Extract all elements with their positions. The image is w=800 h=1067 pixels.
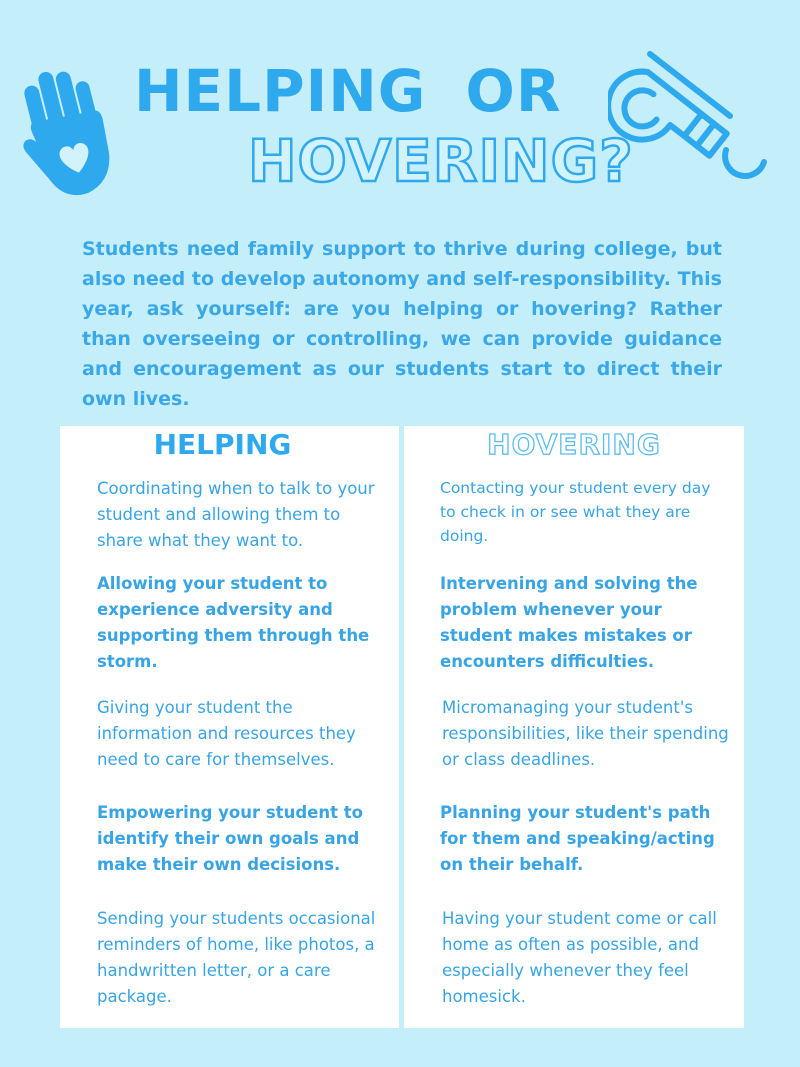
title-line-1: HELPING OR bbox=[134, 57, 562, 125]
hovering-item: Intervening and solving the problem whenever your student makes mistakes or encounters difficulties. bbox=[440, 574, 698, 671]
helping-item: Empowering your student to identify their own goals and make their own decisions. bbox=[97, 803, 363, 874]
intro-paragraph: Students need family support to thrive during college, but also need to develop autonomy and self-responsibility. This year, ask yourself: are you helping or hovering? Rather than overseeing or controlling, we can provide guidance and encouragement as our students start to direct their own lives. bbox=[82, 238, 722, 410]
helping-item: Giving your student the information and resources they need to care for themselves. bbox=[97, 698, 356, 769]
hovering-item: Planning your student's path for them and speaking/acting on their behalf. bbox=[440, 803, 715, 874]
helping-heading: HELPING bbox=[153, 428, 292, 461]
hovering-heading: HOVERING bbox=[487, 428, 661, 461]
hovering-item: Having your student come or call home as often as possible, and especially whenever they feel homesick. bbox=[442, 909, 717, 1006]
helping-item: Coordinating when to talk to your student and allowing them to share what they want to. bbox=[97, 479, 375, 550]
hovering-item: Contacting your student every day to check in or see what they are doing. bbox=[440, 479, 711, 545]
hovering-item: Micromanaging your student's responsibilities, like their spending or class deadlines. bbox=[442, 698, 729, 769]
helping-item: Allowing your student to experience adversity and supporting them through the storm. bbox=[97, 574, 370, 671]
hand-heart-icon bbox=[14, 62, 124, 202]
title-line-2: HOVERING? bbox=[248, 127, 634, 195]
helping-item: Sending your students occasional reminders of home, like photos, a handwritten letter, or a care package. bbox=[97, 909, 376, 1006]
